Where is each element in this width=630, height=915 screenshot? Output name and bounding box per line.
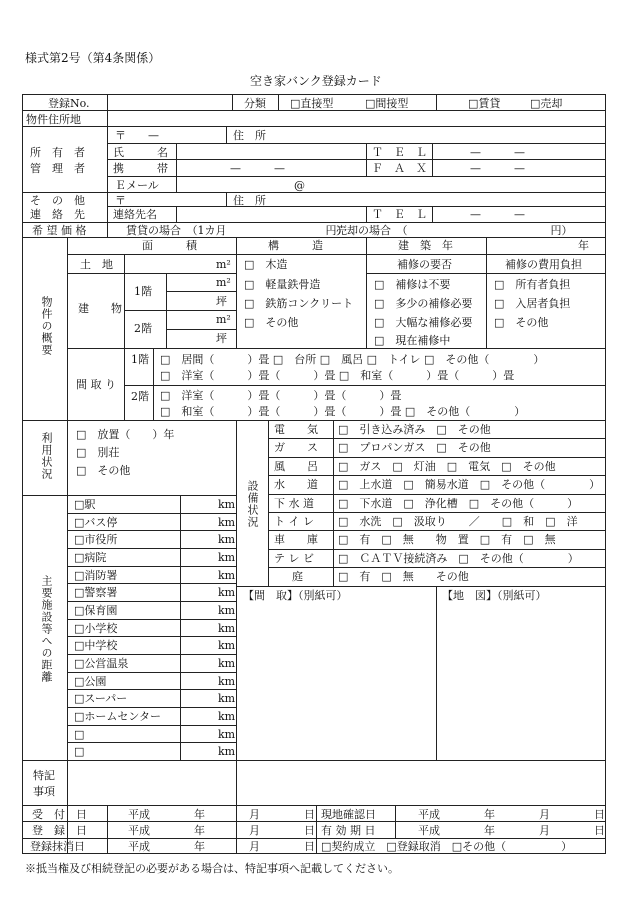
land-m2: m²: [216, 258, 231, 271]
repair-ongoing-checkbox[interactable]: □ 現在補修中: [374, 334, 451, 347]
distance-km-unit: km: [218, 710, 236, 723]
owner-address-label: 住 所: [233, 129, 266, 142]
facility-options[interactable]: □ 引き込み済み □ その他: [338, 423, 491, 436]
other-tel-label: Ｔ Ｅ Ｌ: [372, 208, 427, 221]
distance-km-unit: km: [218, 727, 236, 741]
madori-f1-line2[interactable]: □ 洋室（ ）畳（ ）畳 □ 和室（ ）畳（ ）畳: [160, 369, 515, 382]
structure-header: 構 造: [268, 239, 323, 252]
owner-tel-value[interactable]: — —: [470, 146, 525, 159]
f2-m2: m²: [216, 313, 231, 326]
repair-some-checkbox[interactable]: □ 多少の補修必要: [374, 297, 473, 310]
owner-name-label: 氏 名: [113, 146, 168, 159]
owner-email-at[interactable]: @: [294, 179, 305, 192]
facility-name: ガ ス: [274, 441, 318, 455]
facility-distance-item[interactable]: □バス停: [74, 515, 118, 529]
distance-km-unit: km: [218, 515, 236, 529]
owner-mobile-label: 携 帯: [113, 162, 168, 175]
floor1-label: 1階: [134, 285, 152, 298]
other-zip[interactable]: 〒: [115, 194, 126, 207]
madori-f1-line1[interactable]: □ 居間（ ）畳 □ 台所 □ 風呂 □ トイレ □ その他（ ）: [160, 353, 545, 366]
register-date-value[interactable]: 平成 年 月 日: [128, 824, 315, 837]
erase-date-value[interactable]: 平成 年 月 日: [128, 840, 315, 853]
f2-tsubo: 坪: [216, 332, 227, 345]
str-other-checkbox[interactable]: □ その他: [244, 316, 299, 329]
str-rc-checkbox[interactable]: □ 鉄筋コンクリート: [244, 297, 354, 310]
facility-name: 下 水 道: [274, 496, 314, 510]
distance-km-unit: km: [218, 674, 236, 688]
receipt-date-value[interactable]: 平成 年 月 日: [128, 808, 315, 821]
floor2-label: 2階: [134, 322, 152, 335]
land-label: 土 地: [80, 258, 113, 271]
repair-cost-header: 補修の費用負担: [505, 258, 582, 271]
distance-km-unit: km: [218, 692, 236, 706]
repair-major-checkbox[interactable]: □ 大幅な補修必要: [374, 316, 473, 329]
distance-km-unit: km: [218, 568, 236, 582]
facility-options[interactable]: □ 下水道 □ 浄化槽 □ その他（ ）: [338, 496, 579, 510]
owner-tel-label: Ｔ Ｅ Ｌ: [372, 146, 427, 159]
owner-email-label: Ｅメール: [115, 179, 159, 192]
facility-distance-item[interactable]: □駅: [74, 498, 96, 511]
cost-tenant-checkbox[interactable]: □ 入居者負担: [494, 297, 571, 310]
facility-options[interactable]: □ ガス □ 灯油 □ 電気 □ その他: [338, 459, 556, 473]
form-number-label: 様式第2号（第4条関係）: [25, 51, 161, 65]
madori-f2-line2[interactable]: □ 和室（ ）畳（ ）畳（ ）畳 □ その他（ ）: [160, 405, 526, 418]
usage-other-checkbox[interactable]: □ その他: [76, 464, 131, 477]
usage-label: 利用状況: [40, 432, 53, 480]
other-contact-label2: 連 絡 先: [30, 208, 85, 221]
repair-none-checkbox[interactable]: □ 補修は不要: [374, 278, 451, 291]
distance-km-unit: km: [218, 745, 236, 759]
facility-distance-item[interactable]: □消防署: [74, 568, 118, 582]
owner-mobile-value[interactable]: — —: [230, 162, 285, 175]
manager-label: 管 理 者: [30, 162, 85, 175]
bunrui-label: 分類: [244, 97, 266, 110]
usage-villa-checkbox[interactable]: □ 別荘: [76, 446, 120, 459]
facility-name: テ レ ビ: [274, 551, 314, 565]
owner-zip[interactable]: 〒 —: [115, 129, 159, 142]
madori-floor2: 2階: [131, 390, 149, 403]
distance-km-unit: km: [218, 621, 236, 635]
building-label: 建 物: [78, 302, 122, 315]
price-rent[interactable]: 賃貸の場合 （1カ月 円）: [126, 224, 348, 237]
valid-date-label: 有 効 期 日: [321, 824, 376, 837]
owner-label: 所 有 者: [30, 146, 85, 159]
erase-date-label: 登録抹消日: [30, 840, 85, 853]
usage-vacant-checkbox[interactable]: □ 放置（ ）年: [76, 428, 175, 441]
madori-label: 間 取 り: [76, 378, 116, 391]
facility-name: 庭: [292, 570, 303, 584]
facility-name: 水 道: [274, 478, 318, 492]
facility-distance-item[interactable]: □小学校: [74, 621, 118, 635]
reg-no-label: 登録No.: [48, 97, 90, 110]
facility-options[interactable]: □ 有 □ 無 物 置 □ 有 □ 無: [338, 533, 556, 547]
form-title: 空き家バンク登録カード: [250, 74, 382, 88]
facility-distance-item[interactable]: □: [74, 745, 85, 759]
facility-distance-item[interactable]: □: [74, 727, 85, 741]
owner-fax-label: Ｆ Ａ Ｘ: [372, 162, 427, 175]
distance-km-unit: km: [218, 657, 236, 670]
distance-km-unit: km: [218, 604, 236, 617]
distance-km-unit: km: [218, 533, 236, 547]
cost-owner-checkbox[interactable]: □ 所有者負担: [494, 278, 571, 291]
facility-distance-item[interactable]: □保育園: [74, 604, 118, 617]
cost-other-checkbox[interactable]: □ その他: [494, 316, 549, 329]
facility-name: 風 呂: [274, 459, 318, 473]
madori-floor1: 1階: [131, 353, 149, 366]
facility-distance-item[interactable]: □病院: [74, 551, 107, 564]
build-year-unit: 年: [578, 239, 589, 252]
facility-options[interactable]: □ ＣＡＴＶ接続済み □ その他（ ）: [338, 551, 579, 565]
area-header: 面 積: [142, 239, 197, 252]
madori-plan-label: 【間 取】（別紙可）: [243, 589, 348, 602]
madori-f2-line1[interactable]: □ 洋室（ ）畳（ ）畳（ ）畳: [160, 389, 402, 402]
facility-distance-item[interactable]: □公園: [74, 674, 107, 688]
register-date-label: 登 録 日: [32, 824, 87, 837]
property-overview-label: 物件の概要: [40, 296, 53, 356]
facility-distance-item[interactable]: □スーパー: [74, 692, 128, 706]
site-check-date-label: 現地確認日: [321, 808, 376, 821]
site-check-date-value[interactable]: 平成 年 月 日: [418, 808, 605, 821]
facility-distance-item[interactable]: □中学校: [74, 639, 118, 653]
other-contact-label1: そ の 他: [30, 194, 85, 207]
distance-km-unit: km: [218, 551, 236, 564]
erase-reason-options[interactable]: □契約成立 □登録取消 □その他（ ）: [321, 840, 573, 853]
valid-date-value[interactable]: 平成 年 月 日: [418, 824, 605, 837]
other-address-label: 住 所: [233, 194, 266, 207]
indirect-type-checkbox[interactable]: □間接型: [365, 97, 409, 110]
facility-distance-item[interactable]: □警察署: [74, 586, 118, 600]
build-year-header: 建 築 年: [398, 239, 453, 252]
property-address-label: 物件住所地: [26, 113, 81, 126]
f1-tsubo: 坪: [216, 295, 227, 308]
map-plan-label: 【地 図】（別紙可）: [442, 589, 547, 602]
owner-fax-value[interactable]: — —: [470, 162, 525, 175]
f1-m2: m²: [216, 276, 231, 289]
distance-km-unit: km: [218, 498, 236, 511]
facility-name: 電 気: [274, 423, 318, 436]
facility-options[interactable]: □ 有 □ 無 その他: [338, 570, 469, 584]
facility-distance-item[interactable]: □公営温泉: [74, 657, 129, 670]
facility-distance-item[interactable]: □ホームセンター: [74, 710, 161, 723]
facility-distance-item[interactable]: □市役所: [74, 533, 118, 547]
facility-name: ト イ レ: [274, 515, 314, 528]
distance-km-unit: km: [218, 586, 236, 600]
price-sale[interactable]: 売却の場合 （ 円）: [336, 224, 573, 237]
receipt-date-label: 受 付 日: [32, 808, 87, 821]
other-tel-value[interactable]: — —: [470, 208, 525, 221]
remarks-label1: 特記: [33, 769, 55, 782]
direct-type-checkbox[interactable]: □直接型: [290, 97, 334, 110]
other-name-label: 連絡先名: [113, 208, 157, 221]
facility-options[interactable]: □ 上水道 □ 簡易水道 □ その他（ ）: [338, 478, 601, 492]
facility-options[interactable]: □ 水洗 □ 汲取り ／ □ 和 □ 洋: [338, 515, 578, 528]
str-wood-checkbox[interactable]: □ 木造: [244, 258, 288, 271]
facility-options[interactable]: □ プロパンガス □ その他: [338, 441, 491, 455]
facility-label: 設備状況: [246, 480, 259, 528]
str-steel-checkbox[interactable]: □ 軽量鉄骨造: [244, 278, 321, 291]
footnote: ※抵当権及び相続登記の必要がある場合は、特記事項へ記載してください。: [25, 862, 399, 875]
rent-checkbox[interactable]: □賃貸: [468, 97, 501, 110]
repair-need-header: 補修の要否: [397, 258, 452, 271]
remarks-label2: 事項: [33, 785, 55, 798]
price-label: 希 望 価 格: [32, 224, 87, 237]
distance-label: 主要施設等への距離: [40, 575, 53, 683]
distance-km-unit: km: [218, 639, 236, 653]
sale-checkbox[interactable]: □売却: [530, 97, 563, 110]
facility-name: 車 庫: [274, 533, 318, 547]
